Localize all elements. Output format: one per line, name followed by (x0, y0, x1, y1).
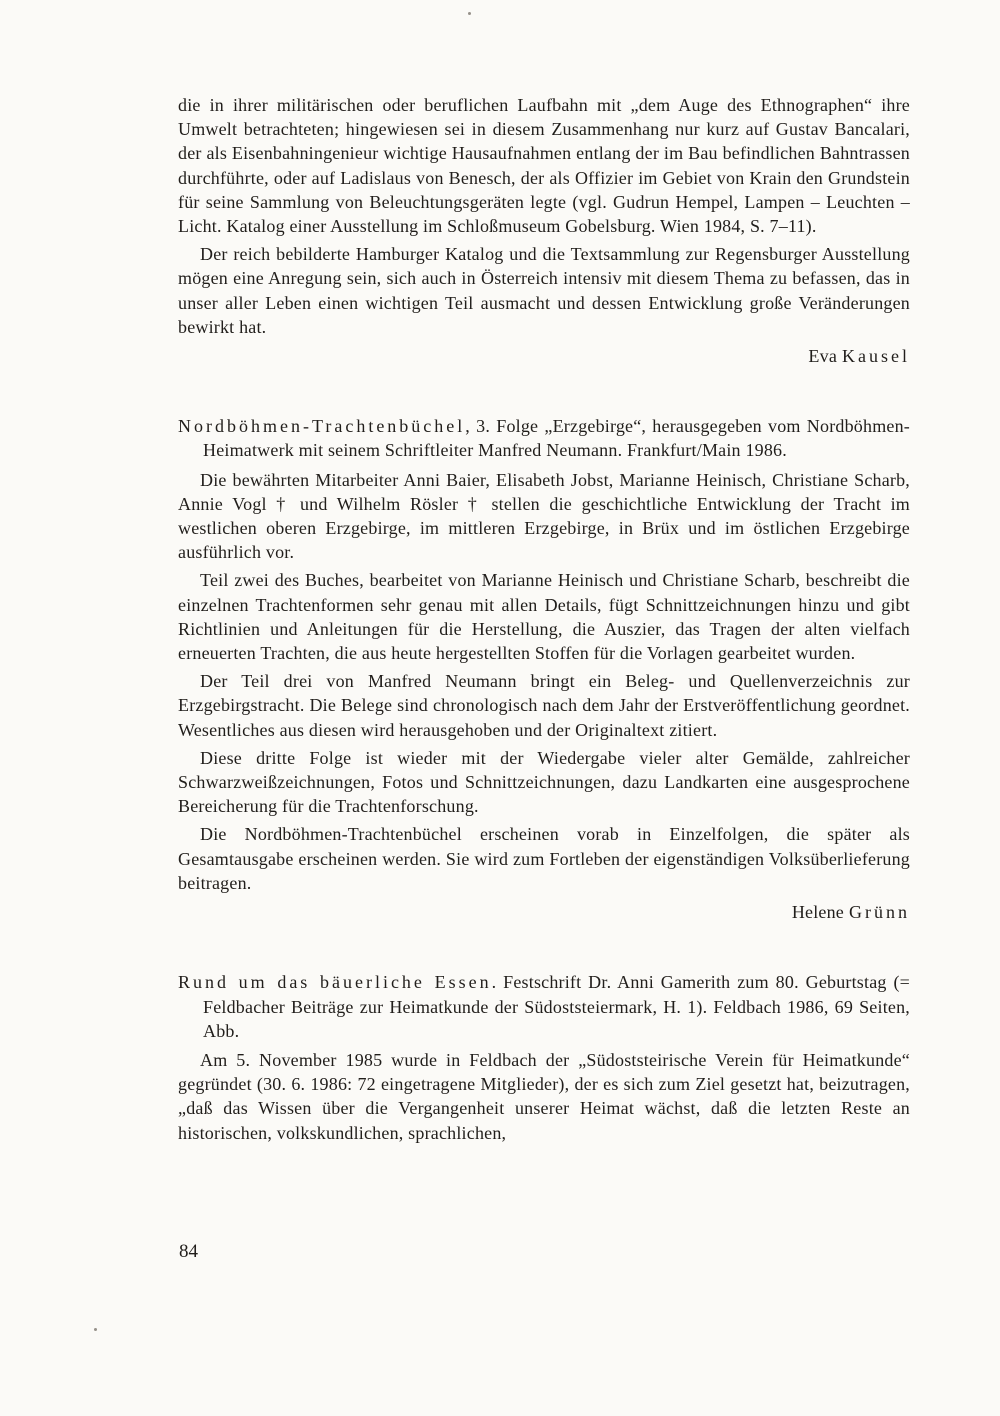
paragraph: Teil zwei des Buches, bearbeitet von Marianne Heinisch und Christiane Scharb, beschreibt die einzelnen Trachtenformen sehr genau mit allen Details, fügt Schnittzeichnungen hinzu und gibt Richtlinien und Anleitungen für die Herstellung, die Auszier, das Tragen der alten vielfach erneuerten Trachten, die aus heute hergestellten Stoffen für die Vorlagen gearbeitet wurden. (178, 570, 910, 664)
bibliography-entry (178, 970, 910, 1043)
text-column (178, 93, 910, 1145)
reviewer-signature (178, 344, 910, 368)
reviewer-given-name: Helene (791, 902, 844, 923)
paragraph: die in ihrer militärischen oder beruflichen Laufbahn mit „dem Auge des Ethnographen“ ihre Umwelt betrachteten; hingewiesen sei in diesem Zusammenhang nur kurz auf Gustav Bancalari, der als Eisenbahningenieur wichtige Hausaufnahmen entlang der im Bau befindlichen Bahntrassen durchführte, oder auf Ladislaus von Benesch, der als Offizier im Gebiet von Krain den Grundstein für seine Sammlung von Beleuchtungsgeräten legte (vgl. Gudrun Hempel, Lampen – Leuchten – Licht. Katalog einer Ausstellung im Schloßmuseum Gobelsburg. Wien 1984, S. 7–11). (178, 95, 910, 237)
paragraph: Der reich bebilderte Hamburger Katalog und die Textsammlung zur Regensburger Ausstellung mögen eine Anregung sein, sich auch in Österreich intensiv mit diesem Thema zu befassen, das in unser aller Leben einen wichtigen Teil ausmacht und dessen Entwicklung große Veränderungen bewirkt hat. (178, 244, 910, 337)
reviewer-given-name: Eva (808, 346, 838, 367)
reviewer-signature (178, 900, 910, 924)
paragraph: Diese dritte Folge ist wieder mit der Wiedergabe vieler alter Gemälde, zahlreicher Schwarzweißzeichnungen, Fotos und Schnittzeichnungen, dazu Landkarten eine ausgesprochene Bereicherung für die Trachtenforschung. (178, 747, 910, 817)
review-section-kausel (178, 93, 910, 368)
paragraph: Die bewährten Mitarbeiter Anni Baier, Elisabeth Jobst, Marianne Heinisch, Christiane Scharb, Annie Vogl † und Wilhelm Rösler † stellen die geschichtliche Entwicklung der Tracht im westlichen oberen Erzgebirge, im mittleren Erzgebirge, in Brüx und im östlichen Erzgebirge ausführlich vor. (178, 469, 910, 563)
reviewer-family-name: Grünn (849, 902, 910, 923)
scan-artifact (468, 12, 471, 15)
bibliography-details: . Festschrift Dr. Anni Gamerith zum 80. Geburtstag (= Feldbacher Beiträge zur Heimatkunde der Südoststeiermark, H. 1). Feldbach 1986, 69 Seiten, Abb. (203, 972, 911, 1041)
paragraph: Die Nordböhmen-Trachtenbüchel erscheinen vorab in Einzelfolgen, die später als Gesamtausgabe erscheinen werden. Sie wird zum Fortleben der eigenständigen Volksüberlieferung beitragen. (178, 824, 910, 893)
book-title: Rund um das bäuerliche Essen (178, 972, 492, 993)
bibliography-details: , 3. Folge „Erzgebirge“, herausgegeben vom Nordböhmen-Heimatwerk mit seinem Schriftleiter Manfred Neumann. Frankfurt/Main 1986. (203, 416, 910, 461)
review-section-baeuerliche-essen (178, 970, 910, 1144)
bibliography-entry (178, 414, 910, 462)
reviewer-family-name: Kausel (842, 346, 910, 367)
review-section-trachtenbuechel (178, 414, 910, 924)
scan-artifact (94, 1328, 97, 1331)
paragraph: Der Teil drei von Manfred Neumann bringt ein Beleg- und Quellenverzeichnis zur Erzgebirgstracht. Die Belege sind chronologisch nach dem Jahr der Erstveröffentlichung geordnet. Wesentliches aus diesen wird herausgehoben und der Originaltext zitiert. (178, 671, 910, 740)
page-number: 84 (179, 1241, 198, 1262)
paragraph: Am 5. November 1985 wurde in Feldbach der „Südoststeirische Verein für Heimatkunde“ gegründet (30. 6. 1986: 72 eingetragene Mitglieder), der es sich zum Ziel gesetzt hat, beizutragen, „daß das Wissen über die Vergangenheit unserer Heimat wächst, daß die letzten Reste an historischen, volkskundlichen, sprachlichen, (178, 1049, 910, 1143)
book-title: Nordböhmen-Trachtenbüchel (178, 416, 466, 437)
